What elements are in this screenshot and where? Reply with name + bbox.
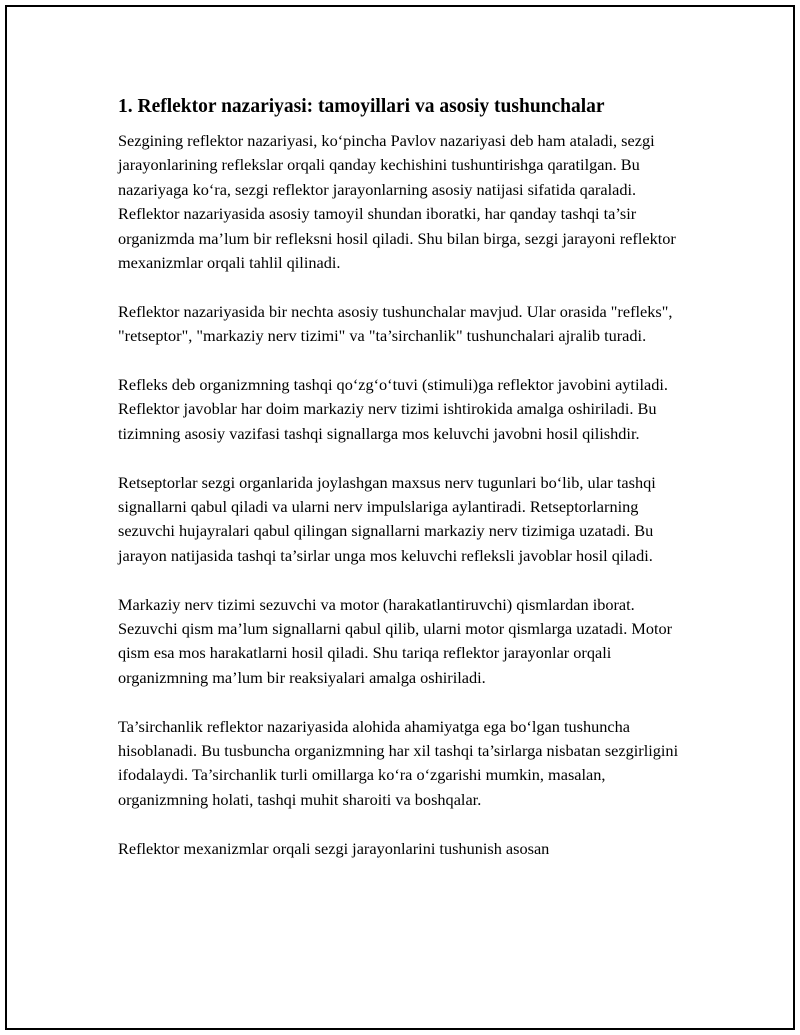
paragraph-closing: Reflektor mexanizmlar orqali sezgi jarayonlarini tushunish asosan [118, 838, 550, 858]
paragraph-reflex: Refleks deb organizmning tashqi qo‘zg‘o‘tuvi (stimuli)ga reflektor javobini aytiladi. Reflektor javoblar har doim markaziy nerv tizimi ishtirokida amalga oshiriladi. Bu tizimning asosiy vazifasi tashqi signallarga mos keluvchi javobni hosil qilishdir. [118, 375, 668, 443]
paragraph-key-concepts: Reflektor nazariyasida bir nechta asosiy tushunchalar mavjud. Ular orasida "refleks", "retseptor", "markaziy nerv tizimi" va "ta’sirchanlik" tushunchalari ajralib turadi. [118, 301, 673, 346]
paragraph-sensitivity: Ta’sirchanlik reflektor nazariyasida alohida ahamiyatga ega bo‘lgan tushuncha hisoblanadi. Bu tusbuncha organizmning har xil tashqi ta’sirlarga nisbatan sezgirligini ifodalaydi. Ta’sirchanlik turli omillarga ko‘ra o‘zgarishi mumkin, masalan, organizmning holati, tashqi muhit sharoiti va boshqalar. [118, 716, 679, 809]
document-body [118, 94, 698, 885]
paragraph-receptors: Retseptorlar sezgi organlarida joylashgan maxsus nerv tugunlari bo‘lib, ular tashqi signallarni qabul qiladi va ularni nerv impulslariga aylantiradi. Retseptorlarning sezuvchi hujayralari qabul qilingan signallarni markaziy nerv tizimiga uzatadi. Bu jarayon natijasida tashqi ta’sirlar unga mos keluvchi refleksli javoblar hosil qiladi. [118, 472, 656, 565]
paragraph-central-nervous-system: Markaziy nerv tizimi sezuvchi va motor (harakatlantiruvchi) qismlardan iborat. Sezuvchi qism ma’lum signallarni qabul qilib, ularni motor qismlarga uzatadi. Motor qism esa mos harakatlarni hosil qiladi. Shu tariqa reflektor jarayonlar orqali organizmning ma’lum bir reaksiyalari amalga oshiriladi. [118, 594, 673, 687]
section-heading: 1. Reflektor nazariyasi: tamoyillari va asosiy tushunchalar [118, 96, 605, 117]
paragraph-intro: Sezgining reflektor nazariyasi, ko‘pincha Pavlov nazariyasi deb ham ataladi, sezgi jarayonlarining reflekslar orqali qanday kechishini tushuntirishga qaratilgan. Bu nazariyaga ko‘ra, sezgi reflektor jarayonlarning asosiy natijasi sifatida qaraladi. Reflektor nazariyasida asosiy tamoyil shundan iboratki, har qanday tashqi ta’sir organizmda ma’lum bir refleksni hosil qiladi. Shu bilan birga, sezgi jarayoni reflektor mexanizmlar orqali tahlil qilinadi. [118, 131, 676, 273]
